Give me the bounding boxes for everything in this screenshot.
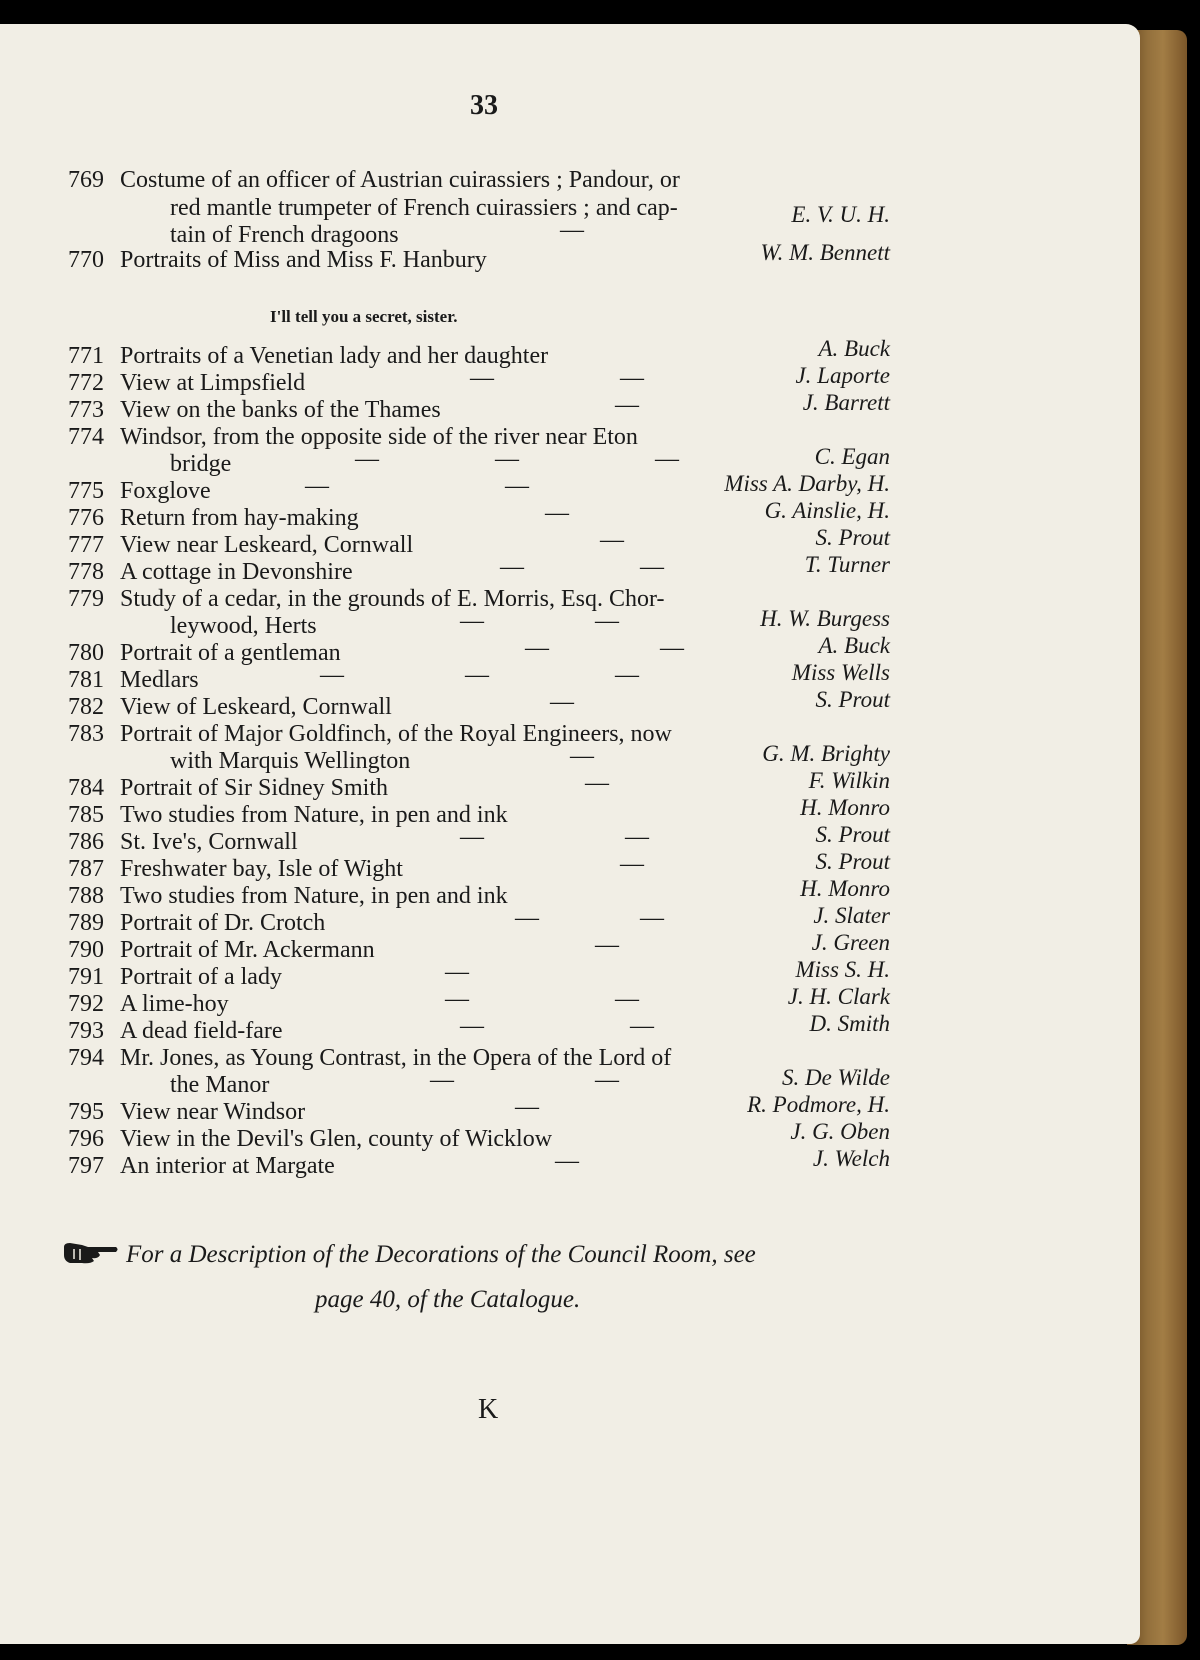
- entry-number: 773: [68, 397, 104, 423]
- leader-dash: —: [640, 905, 664, 931]
- artist-name: Miss S. H.: [795, 957, 890, 982]
- entry-number: 791: [68, 964, 104, 990]
- leader-dash: —: [320, 662, 344, 688]
- leader-dash: —: [560, 217, 584, 243]
- artist-name: W. M. Bennett: [760, 240, 890, 265]
- catalogue-entry: [68, 828, 298, 856]
- leader-dash: —: [430, 1067, 454, 1093]
- catalogue-entry: [68, 855, 403, 883]
- entry-number: 783: [68, 721, 104, 747]
- artist-name: S. De Wilde: [782, 1065, 890, 1090]
- leader-dash: —: [555, 1148, 579, 1174]
- catalogue-entry: [68, 693, 392, 721]
- catalogue-entry: [68, 1125, 552, 1153]
- epigraph: I'll tell you a secret, sister.: [270, 307, 458, 326]
- entry-title: View near Windsor: [120, 1099, 306, 1125]
- catalogue-note-line1: [62, 1241, 756, 1269]
- entry-number: 787: [68, 856, 104, 882]
- entry-number: 780: [68, 640, 104, 666]
- entry-title: the Manor: [170, 1072, 270, 1098]
- entry-title: Medlars: [120, 667, 199, 693]
- catalogue-entry-continuation: [170, 194, 678, 222]
- leader-dash: —: [595, 608, 619, 634]
- leader-dash: —: [495, 446, 519, 472]
- entry-title: Portrait of Major Goldfinch, of the Royal Engineers, now: [120, 721, 672, 747]
- entry-title: bridge: [170, 451, 232, 477]
- leader-dash: —: [305, 473, 329, 499]
- entry-number: 792: [68, 991, 104, 1017]
- catalogue-entry: [68, 1152, 335, 1180]
- catalogue-entry: [68, 1044, 671, 1072]
- leader-dash: —: [470, 365, 494, 391]
- artist-name: H. Monro: [800, 795, 890, 820]
- leader-dash: —: [465, 662, 489, 688]
- catalogue-entry: [68, 477, 211, 505]
- artist-name: S. Prout: [815, 525, 890, 550]
- leader-dash: —: [460, 1013, 484, 1039]
- catalogue-entry: [68, 801, 508, 829]
- entry-title: Foxglove: [120, 478, 211, 504]
- leader-dash: —: [505, 473, 529, 499]
- entry-title: Portrait of a gentleman: [120, 640, 341, 666]
- catalogue-entry: [68, 666, 199, 694]
- leader-dash: —: [445, 986, 469, 1012]
- leader-dash: —: [600, 527, 624, 553]
- entry-number: 782: [68, 694, 104, 720]
- entry-title: Portrait of Sir Sidney Smith: [120, 775, 389, 801]
- entry-title: Portrait of Dr. Crotch: [120, 910, 326, 936]
- leader-dash: —: [655, 446, 679, 472]
- pointing-hand-icon: [62, 1241, 120, 1265]
- catalogue-entry: [68, 423, 638, 451]
- entry-number: 784: [68, 775, 104, 801]
- catalogue-page: [0, 24, 1140, 1644]
- entry-title: red mantle trumpeter of French cuirassiers ; and cap-: [170, 195, 678, 221]
- leader-dash: —: [615, 986, 639, 1012]
- leader-dash: —: [545, 500, 569, 526]
- artist-name: T. Turner: [804, 552, 890, 577]
- entry-number: 796: [68, 1126, 104, 1152]
- leader-dash: —: [595, 1067, 619, 1093]
- artist-name: R. Podmore, H.: [747, 1092, 890, 1117]
- entry-number: 788: [68, 883, 104, 909]
- entry-title: St. Ive's, Cornwall: [120, 829, 298, 855]
- artist-name: J. H. Clark: [787, 984, 890, 1009]
- entry-title: leywood, Herts: [170, 613, 317, 639]
- entry-title: View at Limpsfield: [120, 370, 306, 396]
- catalogue-entry: [68, 639, 341, 667]
- leader-dash: —: [550, 689, 574, 715]
- entry-number: 776: [68, 505, 104, 531]
- artist-name: C. Egan: [814, 444, 890, 469]
- entry-title: View in the Devil's Glen, county of Wicklow: [120, 1126, 553, 1152]
- artist-name: J. Slater: [813, 903, 890, 928]
- entry-title: with Marquis Wellington: [170, 748, 411, 774]
- artist-name: J. Laporte: [795, 363, 890, 388]
- entry-title: An interior at Margate: [120, 1153, 335, 1179]
- leader-dash: —: [615, 392, 639, 418]
- entry-title: View near Leskeard, Cornwall: [120, 532, 414, 558]
- catalogue-entry: [68, 369, 305, 397]
- catalogue-entry: [68, 558, 353, 586]
- artist-name: S. Prout: [815, 849, 890, 874]
- entry-title: Portraits of Miss and Miss F. Hanbury: [120, 247, 487, 273]
- entry-title: View of Leskeard, Cornwall: [120, 694, 392, 720]
- artist-name: A. Buck: [818, 336, 890, 361]
- catalogue-entry: [68, 396, 441, 424]
- leader-dash: —: [630, 1013, 654, 1039]
- entry-number: 781: [68, 667, 104, 693]
- leader-dash: —: [515, 905, 539, 931]
- leader-dash: —: [500, 554, 524, 580]
- entry-number: 797: [68, 1153, 104, 1179]
- entry-title: Two studies from Nature, in pen and ink: [120, 802, 508, 828]
- catalogue-entry: [68, 1098, 305, 1126]
- catalogue-entry-continuation: [170, 612, 317, 640]
- artist-name: J. Green: [811, 930, 890, 955]
- entry-title: Portrait of Mr. Ackermann: [120, 937, 375, 963]
- artist-name: H. W. Burgess: [760, 606, 890, 631]
- catalogue-entry: [68, 774, 388, 802]
- leader-dash: —: [585, 770, 609, 796]
- artist-name: E. V. U. H.: [791, 202, 890, 227]
- leader-dash: —: [570, 743, 594, 769]
- entry-number: 794: [68, 1045, 104, 1071]
- entry-number: 795: [68, 1099, 104, 1125]
- artist-name: G. Ainslie, H.: [764, 498, 890, 523]
- catalogue-entry: [68, 585, 664, 613]
- entry-number: 772: [68, 370, 104, 396]
- entry-number: 790: [68, 937, 104, 963]
- entry-title: Portrait of a lady: [120, 964, 282, 990]
- artist-name: J. G. Oben: [790, 1119, 890, 1144]
- leader-dash: —: [620, 365, 644, 391]
- entry-number: 786: [68, 829, 104, 855]
- catalogue-entry: [68, 1017, 283, 1045]
- entry-title: tain of French dragoons: [170, 222, 399, 248]
- entry-number: 775: [68, 478, 104, 504]
- leader-dash: —: [660, 635, 684, 661]
- entry-number: 771: [68, 343, 104, 369]
- catalogue-entry: [68, 531, 413, 559]
- entry-title: Windsor, from the opposite side of the river near Eton: [120, 424, 638, 450]
- entry-title: Study of a cedar, in the grounds of E. Morris, Esq. Chor-: [120, 586, 665, 612]
- leader-dash: —: [625, 824, 649, 850]
- catalogue-entry: [68, 990, 229, 1018]
- artist-name: A. Buck: [818, 633, 890, 658]
- entry-title: Mr. Jones, as Young Contrast, in the Opera of the Lord of: [120, 1045, 672, 1071]
- catalogue-entry-continuation: [170, 450, 231, 478]
- artist-name: F. Wilkin: [808, 768, 890, 793]
- leader-dash: —: [525, 635, 549, 661]
- artist-name: G. M. Brighty: [762, 741, 890, 766]
- entry-title: Costume of an officer of Austrian cuirassiers ; Pandour, or: [120, 167, 680, 193]
- leader-dash: —: [515, 1094, 539, 1120]
- entry-number: 793: [68, 1018, 104, 1044]
- entry-title: Freshwater bay, Isle of Wight: [120, 856, 403, 882]
- entry-title: A dead field-fare: [120, 1018, 283, 1044]
- catalogue-note-line2: page 40, of the Catalogue.: [315, 1286, 581, 1313]
- signature-mark: K: [478, 1394, 499, 1425]
- catalogue-entry: [68, 504, 359, 532]
- entry-number: 770: [68, 247, 104, 273]
- catalogue-entry-continuation: [170, 221, 399, 249]
- entry-number: 785: [68, 802, 104, 828]
- catalogue-entry: [68, 963, 282, 991]
- artist-name: S. Prout: [815, 687, 890, 712]
- leader-dash: —: [355, 446, 379, 472]
- entry-number: 779: [68, 586, 104, 612]
- note-text-1: For a Description of the Decorations of the Council Room, see: [126, 1241, 756, 1268]
- catalogue-entry-continuation: [170, 747, 410, 775]
- catalogue-entry-continuation: [170, 1071, 269, 1099]
- entry-number: 769: [68, 167, 104, 193]
- catalogue-entry: [68, 936, 375, 964]
- artist-name: Miss A. Darby, H.: [724, 471, 890, 496]
- entry-number: 777: [68, 532, 104, 558]
- entry-number: 789: [68, 910, 104, 936]
- entry-title: A cottage in Devonshire: [120, 559, 353, 585]
- artist-name: D. Smith: [809, 1011, 890, 1036]
- entry-title: Two studies from Nature, in pen and ink: [120, 883, 508, 909]
- leader-dash: —: [620, 851, 644, 877]
- entry-title: Return from hay-making: [120, 505, 359, 531]
- leader-dash: —: [445, 959, 469, 985]
- artist-name: H. Monro: [800, 876, 890, 901]
- catalogue-entry: [68, 909, 325, 937]
- artist-name: J. Barrett: [802, 390, 890, 415]
- leader-dash: —: [615, 662, 639, 688]
- artist-name: S. Prout: [815, 822, 890, 847]
- entry-number: 774: [68, 424, 104, 450]
- catalogue-entry: [68, 246, 487, 274]
- leader-dash: —: [640, 554, 664, 580]
- catalogue-entry: [68, 166, 680, 194]
- artist-name: J. Welch: [812, 1146, 890, 1171]
- entry-title: View on the banks of the Thames: [120, 397, 441, 423]
- artist-name: Miss Wells: [791, 660, 890, 685]
- leader-dash: —: [460, 824, 484, 850]
- catalogue-entry: [68, 882, 508, 910]
- entry-title: A lime-hoy: [120, 991, 229, 1017]
- entry-title: Portraits of a Venetian lady and her daughter: [120, 343, 549, 369]
- page-number: 33: [470, 90, 498, 121]
- leader-dash: —: [460, 608, 484, 634]
- leader-dash: —: [595, 932, 619, 958]
- entry-number: 778: [68, 559, 104, 585]
